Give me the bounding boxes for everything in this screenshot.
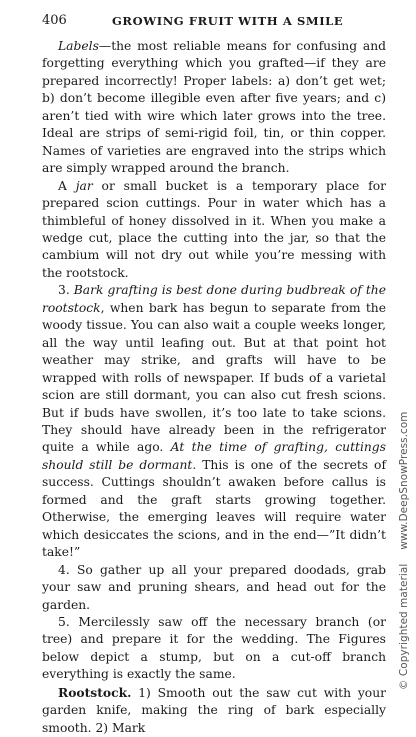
text-run: 5. Mercilessly saw off the necessary branch (or tree) and prepare it for the wedding. The Figures below depict a stump, but on a cut-off branch everything is exactly the same. xyxy=(42,614,386,682)
paragraph xyxy=(42,38,386,178)
website-url: www.DeepSnowPress.com xyxy=(398,411,410,550)
italic-text: jar xyxy=(75,178,93,193)
paragraph xyxy=(42,178,386,283)
page-header xyxy=(42,10,386,32)
paragraph xyxy=(42,562,386,614)
paragraph xyxy=(42,614,386,684)
italic-text: Bark grafting is best done during budbreak of the rootstock xyxy=(42,283,386,315)
italic-text: Labels xyxy=(58,39,99,53)
text-run: A xyxy=(58,178,76,193)
copyright-watermark xyxy=(398,411,410,690)
bold-text: Rootstock. xyxy=(58,684,132,700)
copyright-notice: © Copyrighted material xyxy=(398,563,410,690)
page-number: 406 xyxy=(42,13,67,28)
text-run: 4. So gather up all your prepared doodads, grab your saw and pruning shears, and head out for the garden. xyxy=(42,562,386,612)
text-run: or small bucket is a temporary place for prepared scion cuttings. Pour in water which has a thimbleful of honey dissolved in it. When you make a wedge cut, place the cutting into the jar, so that the cambium will not dry out while you’re messing with the rootstock. xyxy=(42,178,386,280)
running-head: GROWING FRUIT WITH A SMILE xyxy=(112,14,344,28)
italic-text: At the time of grafting, cuttings should still be dormant. xyxy=(42,440,386,472)
body-text xyxy=(42,38,386,737)
text-run: , when bark has begun to separate from the woody tissue. You can also wait a couple weeks longer, all the way until leafing out. But at that point hot weather may strike, and grafts will have to be wrapped with rolls of newspaper. If buds of a varietal scion are still dormant, you can also cut fresh scions. But if buds have swollen, it’s too late to take scions. They should have already been in the refrigerator quite a while ago. xyxy=(42,300,386,455)
text-run: —the most reliable means for confusing and forgetting everything which you grafted—if they are prepared incorrectly! Proper labels: a) don’t get wet; b) don’t become illegible even after five years; and c) aren’t tied with wire which later grows into the tree. Ideal are strips of semi-rigid foil, tin, or thin copper. Names of varieties are engraved into the strips which are simply wrapped around the branch. xyxy=(42,39,386,176)
text-run: This is one of the secrets of success. Cuttings shouldn’t awaken before callus is formed and the graft starts growing together. Otherwise, the emerging leaves will require water which desiccates the scions, and in the end—”It didn’t take!” xyxy=(42,457,386,560)
text-run: 3. xyxy=(58,283,74,298)
text-run: 1) Smooth out the saw cut with your garden knife, making the ring of bark especially smooth. 2) Mark xyxy=(42,685,386,735)
paragraph xyxy=(42,684,386,737)
paragraph xyxy=(42,282,386,561)
